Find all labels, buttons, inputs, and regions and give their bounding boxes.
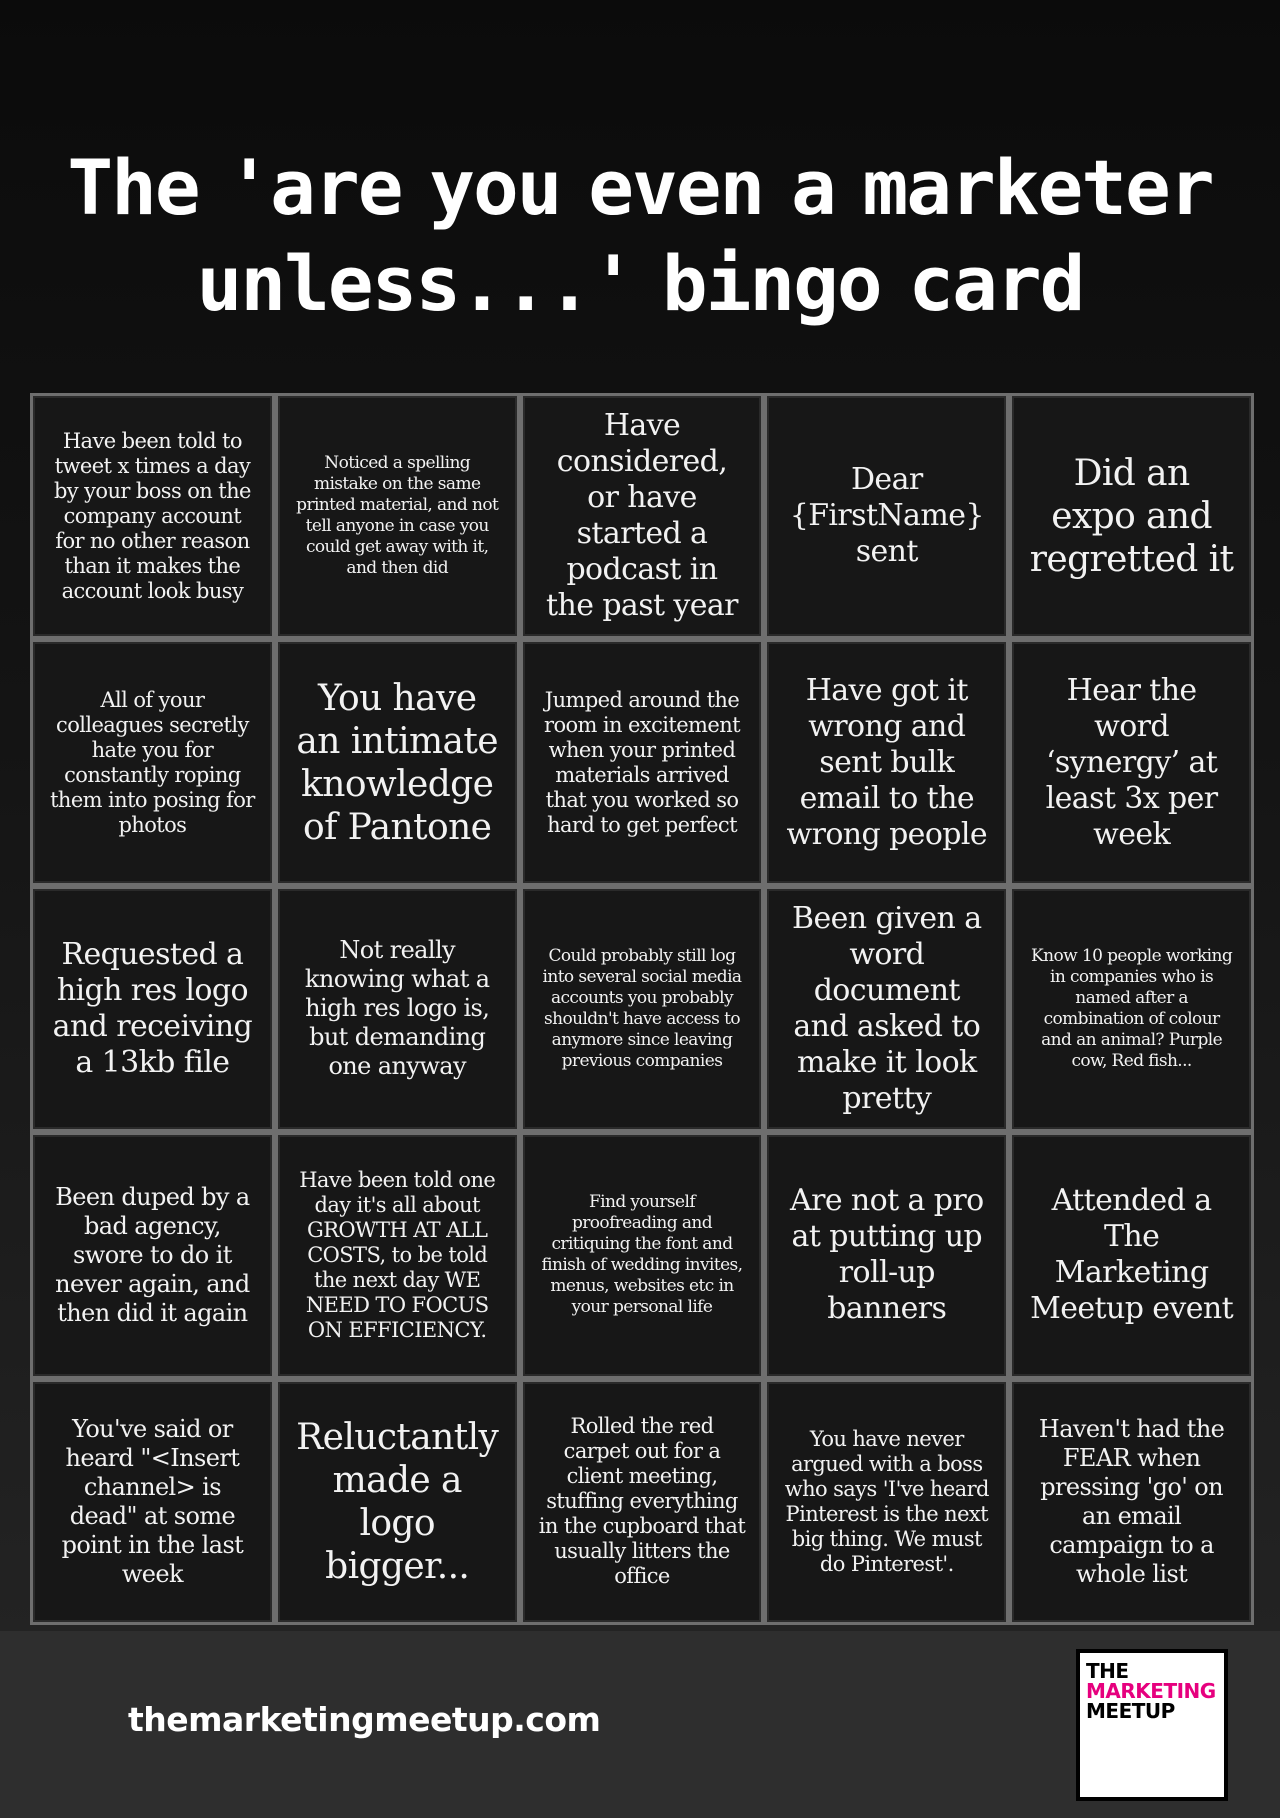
bingo-cell-14 (767, 889, 1006, 1129)
bingo-cell-text: All of your colleagues secretly hate you for constantly roping them into posing for photos (50, 687, 255, 837)
bingo-cell-13 (523, 889, 762, 1129)
bingo-cell-7 (278, 642, 517, 882)
bingo-cell-text: Been given a word document and asked to make it look pretty (792, 900, 982, 1116)
bingo-cell-text: Did an expo and regretted it (1029, 452, 1234, 580)
bingo-cell-8 (523, 642, 762, 882)
bingo-grid (30, 393, 1254, 1625)
bingo-cell-text: Reluctantly made a logo bigger... (296, 1416, 499, 1587)
bingo-cell-21 (33, 1382, 272, 1622)
bingo-cell-text: You have an intimate knowledge of Pantone (296, 677, 498, 848)
bingo-cell-6 (33, 642, 272, 882)
bingo-cell-text: You have never argued with a boss who says 'I've heard Pinterest is the next big thing. We must do Pinterest'. (784, 1426, 989, 1576)
bingo-cell-25 (1012, 1382, 1251, 1622)
bingo-cell-text: Are not a pro at putting up roll-up banners (790, 1183, 984, 1327)
bingo-cell-text: You've said or heard "<Insert channel> is dead" at some point in the last week (61, 1414, 244, 1588)
bingo-cell-11 (33, 889, 272, 1129)
bingo-cell-text: Requested a high res logo and receiving a 13kb file (52, 936, 253, 1080)
bingo-cell-text: Could probably still log into several social media accounts you probably shouldn't have access to anymore since leaving previous companies (542, 945, 742, 1071)
bingo-cell-text: Have been told one day it's all about GROWTH AT ALL COSTS, to be told the next day WE NEED TO FOCUS ON EFFICIENCY. (299, 1167, 496, 1342)
bingo-cell-text: Haven't had the FEAR when pressing 'go' on an email campaign to a whole list (1038, 1414, 1225, 1588)
bingo-cell-text: Dear {FirstName} sent (789, 462, 984, 570)
bingo-cell-text: Have been told to tweet x times a day by your boss on the company account for no other reason than it makes the account look busy (53, 428, 251, 603)
bingo-cell-text: Attended a The Marketing Meetup event (1030, 1183, 1234, 1327)
bingo-cell-text: Rolled the red carpet out for a client meeting, stuffing everything in the cupboard that usually litters the office (538, 1414, 746, 1589)
bingo-cell-text: Been duped by a bad agency, swore to do it never again, and then did it again (55, 1182, 250, 1327)
website-link[interactable]: themarketingmeetup.com (128, 1700, 601, 1739)
bingo-cell-15 (1012, 889, 1251, 1129)
bingo-cell-16 (33, 1135, 272, 1375)
logo-line-1: THE (1086, 1659, 1129, 1683)
bingo-cell-24 (767, 1382, 1006, 1622)
bingo-cell-text: Find yourself proofreading and critiquing the font and finish of wedding invites, menus, websites etc in your personal life (541, 1192, 743, 1318)
bingo-cell-9 (767, 642, 1006, 882)
bingo-cell-text: Hear the word ‘synergy’ at least 3x per week (1045, 672, 1218, 852)
bingo-cell-text: Noticed a spelling mistake on the same printed material, and not tell anyone in case you could get away with it, and then did (296, 453, 499, 579)
logo-line-3: MEETUP (1086, 1699, 1175, 1723)
bingo-cell-19 (767, 1135, 1006, 1375)
logo-line-2: MARKETING (1086, 1679, 1216, 1703)
bingo-cell-10 (1012, 642, 1251, 882)
bingo-cell-1 (33, 396, 272, 636)
bingo-cell-20 (1012, 1135, 1251, 1375)
bingo-cell-22 (278, 1382, 517, 1622)
bingo-cell-2 (278, 396, 517, 636)
bingo-cell-5 (1012, 396, 1251, 636)
bingo-cell-23 (523, 1382, 762, 1622)
bingo-cell-4 (767, 396, 1006, 636)
marketing-meetup-logo (1076, 1649, 1228, 1801)
bingo-cell-text: Have got it wrong and sent bulk email to the wrong people (786, 672, 988, 852)
bingo-cell-text: Jumped around the room in excitement when your printed materials arrived that you worked so hard to get perfect (544, 687, 740, 837)
bingo-cell-3 (523, 396, 762, 636)
title-line-2: unless...' bingo card (196, 239, 1084, 328)
bingo-cell-12 (278, 889, 517, 1129)
bingo-cell-text: Have considered, or have started a podcast in the past year (546, 408, 738, 624)
bingo-cell-18 (523, 1135, 762, 1375)
bingo-cell-17 (278, 1135, 517, 1375)
bingo-cell-text: Not really knowing what a high res logo is, but demanding one anyway (304, 936, 490, 1081)
bingo-cell-text: Know 10 people working in companies who is named after a combination of colour and an animal? Purple cow, Red fish... (1031, 945, 1233, 1071)
page-title (0, 140, 1280, 332)
title-line-1: The 'are you even a marketer (67, 143, 1213, 232)
